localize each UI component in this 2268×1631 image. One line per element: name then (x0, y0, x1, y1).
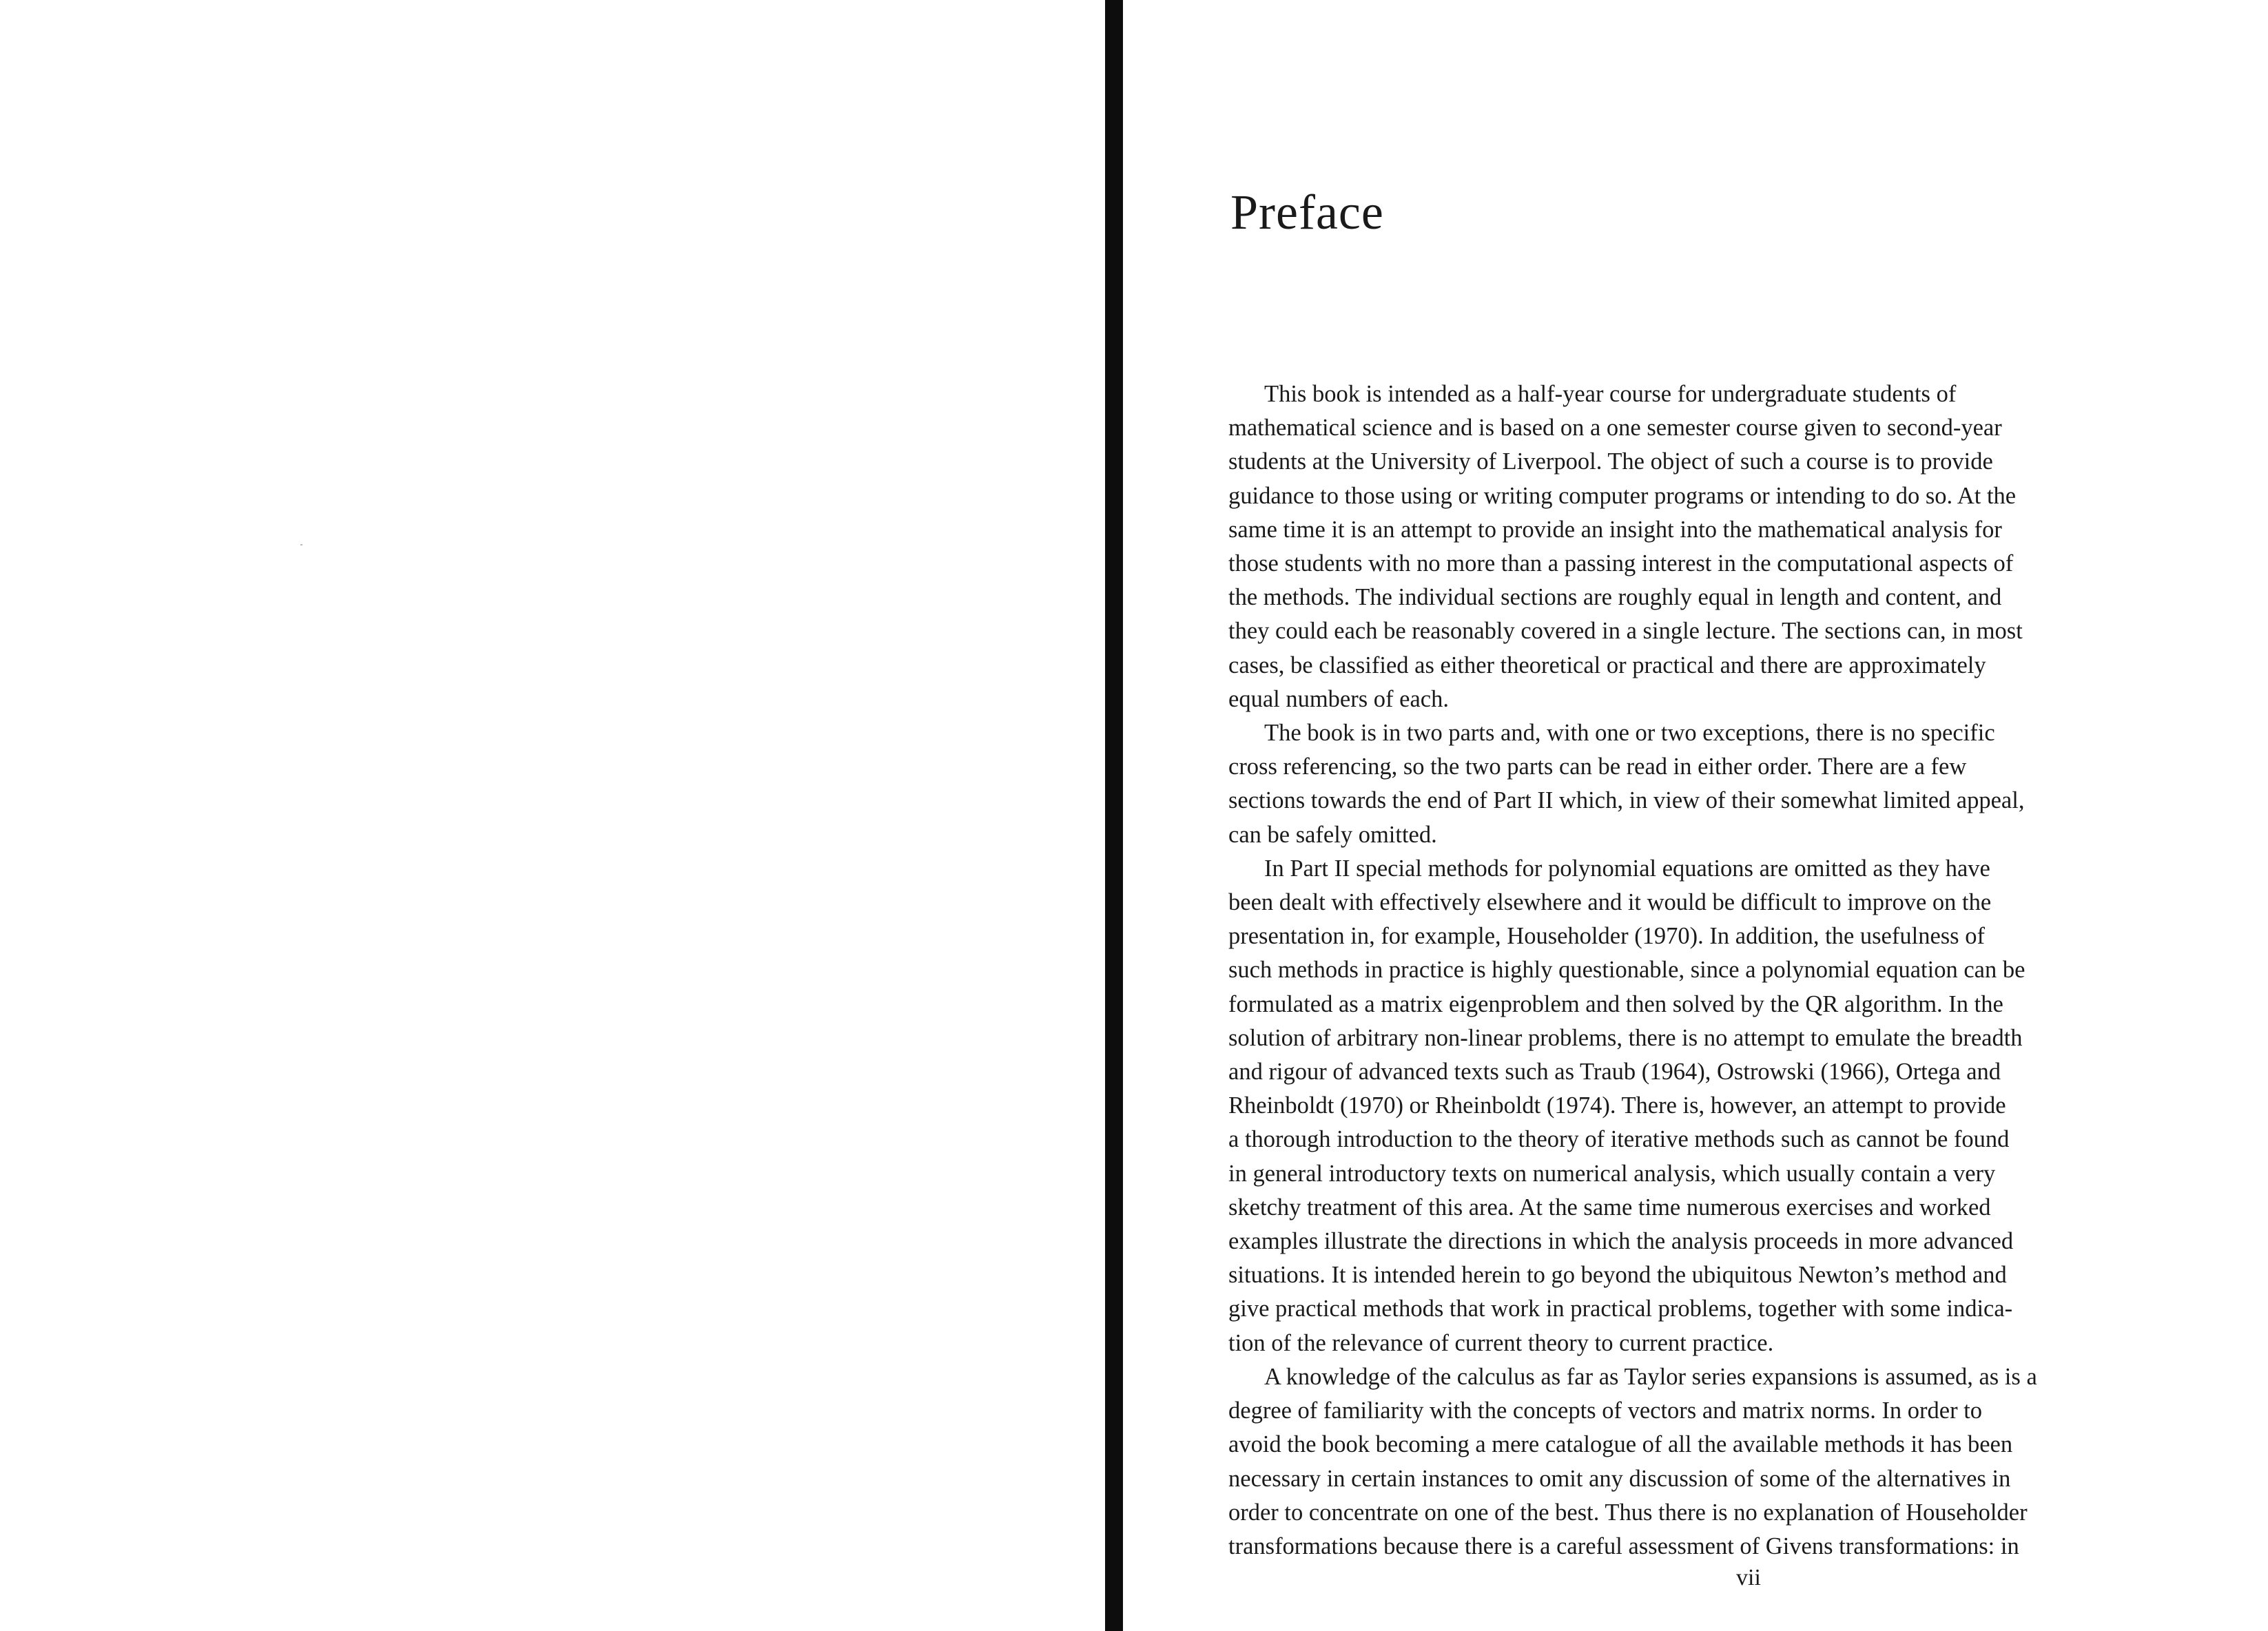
preface-body (1228, 377, 2178, 1564)
text-line: such methods in practice is highly questionable, since a polynomial equation can be (1228, 957, 2025, 984)
text-line: equal numbers of each. (1228, 685, 1449, 712)
scan-speck (300, 544, 302, 546)
text-line: sketchy treatment of this area. At the same time numerous exercises and worked (1228, 1194, 1991, 1220)
text-line: those students with no more than a passing interest in the computational aspects of (1228, 550, 2014, 577)
text-line: A knowledge of the calculus as far as Taylor series expansions is assumed, as is a (1264, 1363, 2037, 1390)
text-line: situations. It is intended herein to go beyond the ubiquitous Newton’s method and (1228, 1262, 2007, 1289)
text-line: necessary in certain instances to omit any discussion of some of the alternatives in (1228, 1465, 2011, 1492)
text-line: mathematical science and is based on a one semester course given to second-year (1228, 415, 2002, 441)
text-line: same time it is an attempt to provide an insight into the mathematical analysis for (1228, 516, 2002, 543)
text-line: examples illustrate the directions in which the analysis proceeds in more advanced (1228, 1228, 2014, 1255)
text-line: avoid the book becoming a mere catalogue of all the available methods it has been (1228, 1431, 2013, 1458)
page-number: vii (1736, 1565, 1761, 1590)
text-line: give practical methods that work in practical problems, together with some indica- (1228, 1296, 2013, 1322)
text-line: and rigour of advanced texts such as Traub (1964), Ostrowski (1966), Ortega and (1228, 1059, 2001, 1085)
text-line: formulated as a matrix eigenproblem and then solved by the QR algorithm. In the (1228, 990, 2003, 1017)
text-line: This book is intended as a half-year course for undergraduate students of (1264, 381, 1957, 407)
text-line: transformations because there is a careful assessment of Givens transformations: in (1228, 1533, 2019, 1559)
text-line: order to concentrate on one of the best. Thus there is no explanation of Householder (1228, 1499, 2028, 1526)
text-line: guidance to those using or writing computer programs or intending to do so. At the (1228, 482, 2017, 509)
text-line: Rheinboldt (1970) or Rheinboldt (1974). There is, however, an attempt to provide (1228, 1092, 2006, 1119)
text-line: cross referencing, so the two parts can be read in either order. There are a few (1228, 754, 1967, 780)
text-line: degree of familiarity with the concepts of vectors and matrix norms. In order to (1228, 1398, 1983, 1424)
text-line: can be safely omitted. (1228, 821, 1437, 848)
paragraph (1228, 852, 2178, 1360)
text-line: the methods. The individual sections are roughly equal in length and content, and (1228, 584, 2002, 611)
text-line: been dealt with effectively elsewhere and it would be difficult to improve on the (1228, 889, 1992, 916)
right-page (1130, 0, 2268, 1631)
text-line: The book is in two parts and, with one or two exceptions, there is no specific (1264, 720, 1995, 747)
page-title: Preface (1230, 185, 1384, 240)
text-line: presentation in, for example, Householder (1970). In addition, the usefulness of (1228, 923, 1985, 950)
text-line: sections towards the end of Part II which, in view of their somewhat limited appeal, (1228, 787, 2025, 814)
paragraph (1228, 716, 2178, 852)
text-line: tion of the relevance of current theory to current practice. (1228, 1329, 1774, 1356)
text-line: solution of arbitrary non-linear problems, there is no attempt to emulate the breadth (1228, 1024, 2023, 1051)
text-line: in general introductory texts on numerical analysis, which usually contain a very (1228, 1160, 1996, 1187)
text-line: they could each be reasonably covered in a single lecture. The sections can, in most (1228, 618, 2023, 645)
text-line: a thorough introduction to the theory of iterative methods such as cannot be found (1228, 1126, 2010, 1153)
paragraph (1228, 377, 2178, 716)
text-line: In Part II special methods for polynomial equations are omitted as they have (1264, 855, 1990, 882)
left-page (0, 0, 1102, 1631)
text-line: cases, be classified as either theoretical or practical and there are approximately (1228, 652, 1986, 678)
book-gutter (1105, 0, 1123, 1631)
paragraph (1228, 1360, 2178, 1564)
text-line: students at the University of Liverpool. The object of such a course is to provide (1228, 448, 1993, 475)
